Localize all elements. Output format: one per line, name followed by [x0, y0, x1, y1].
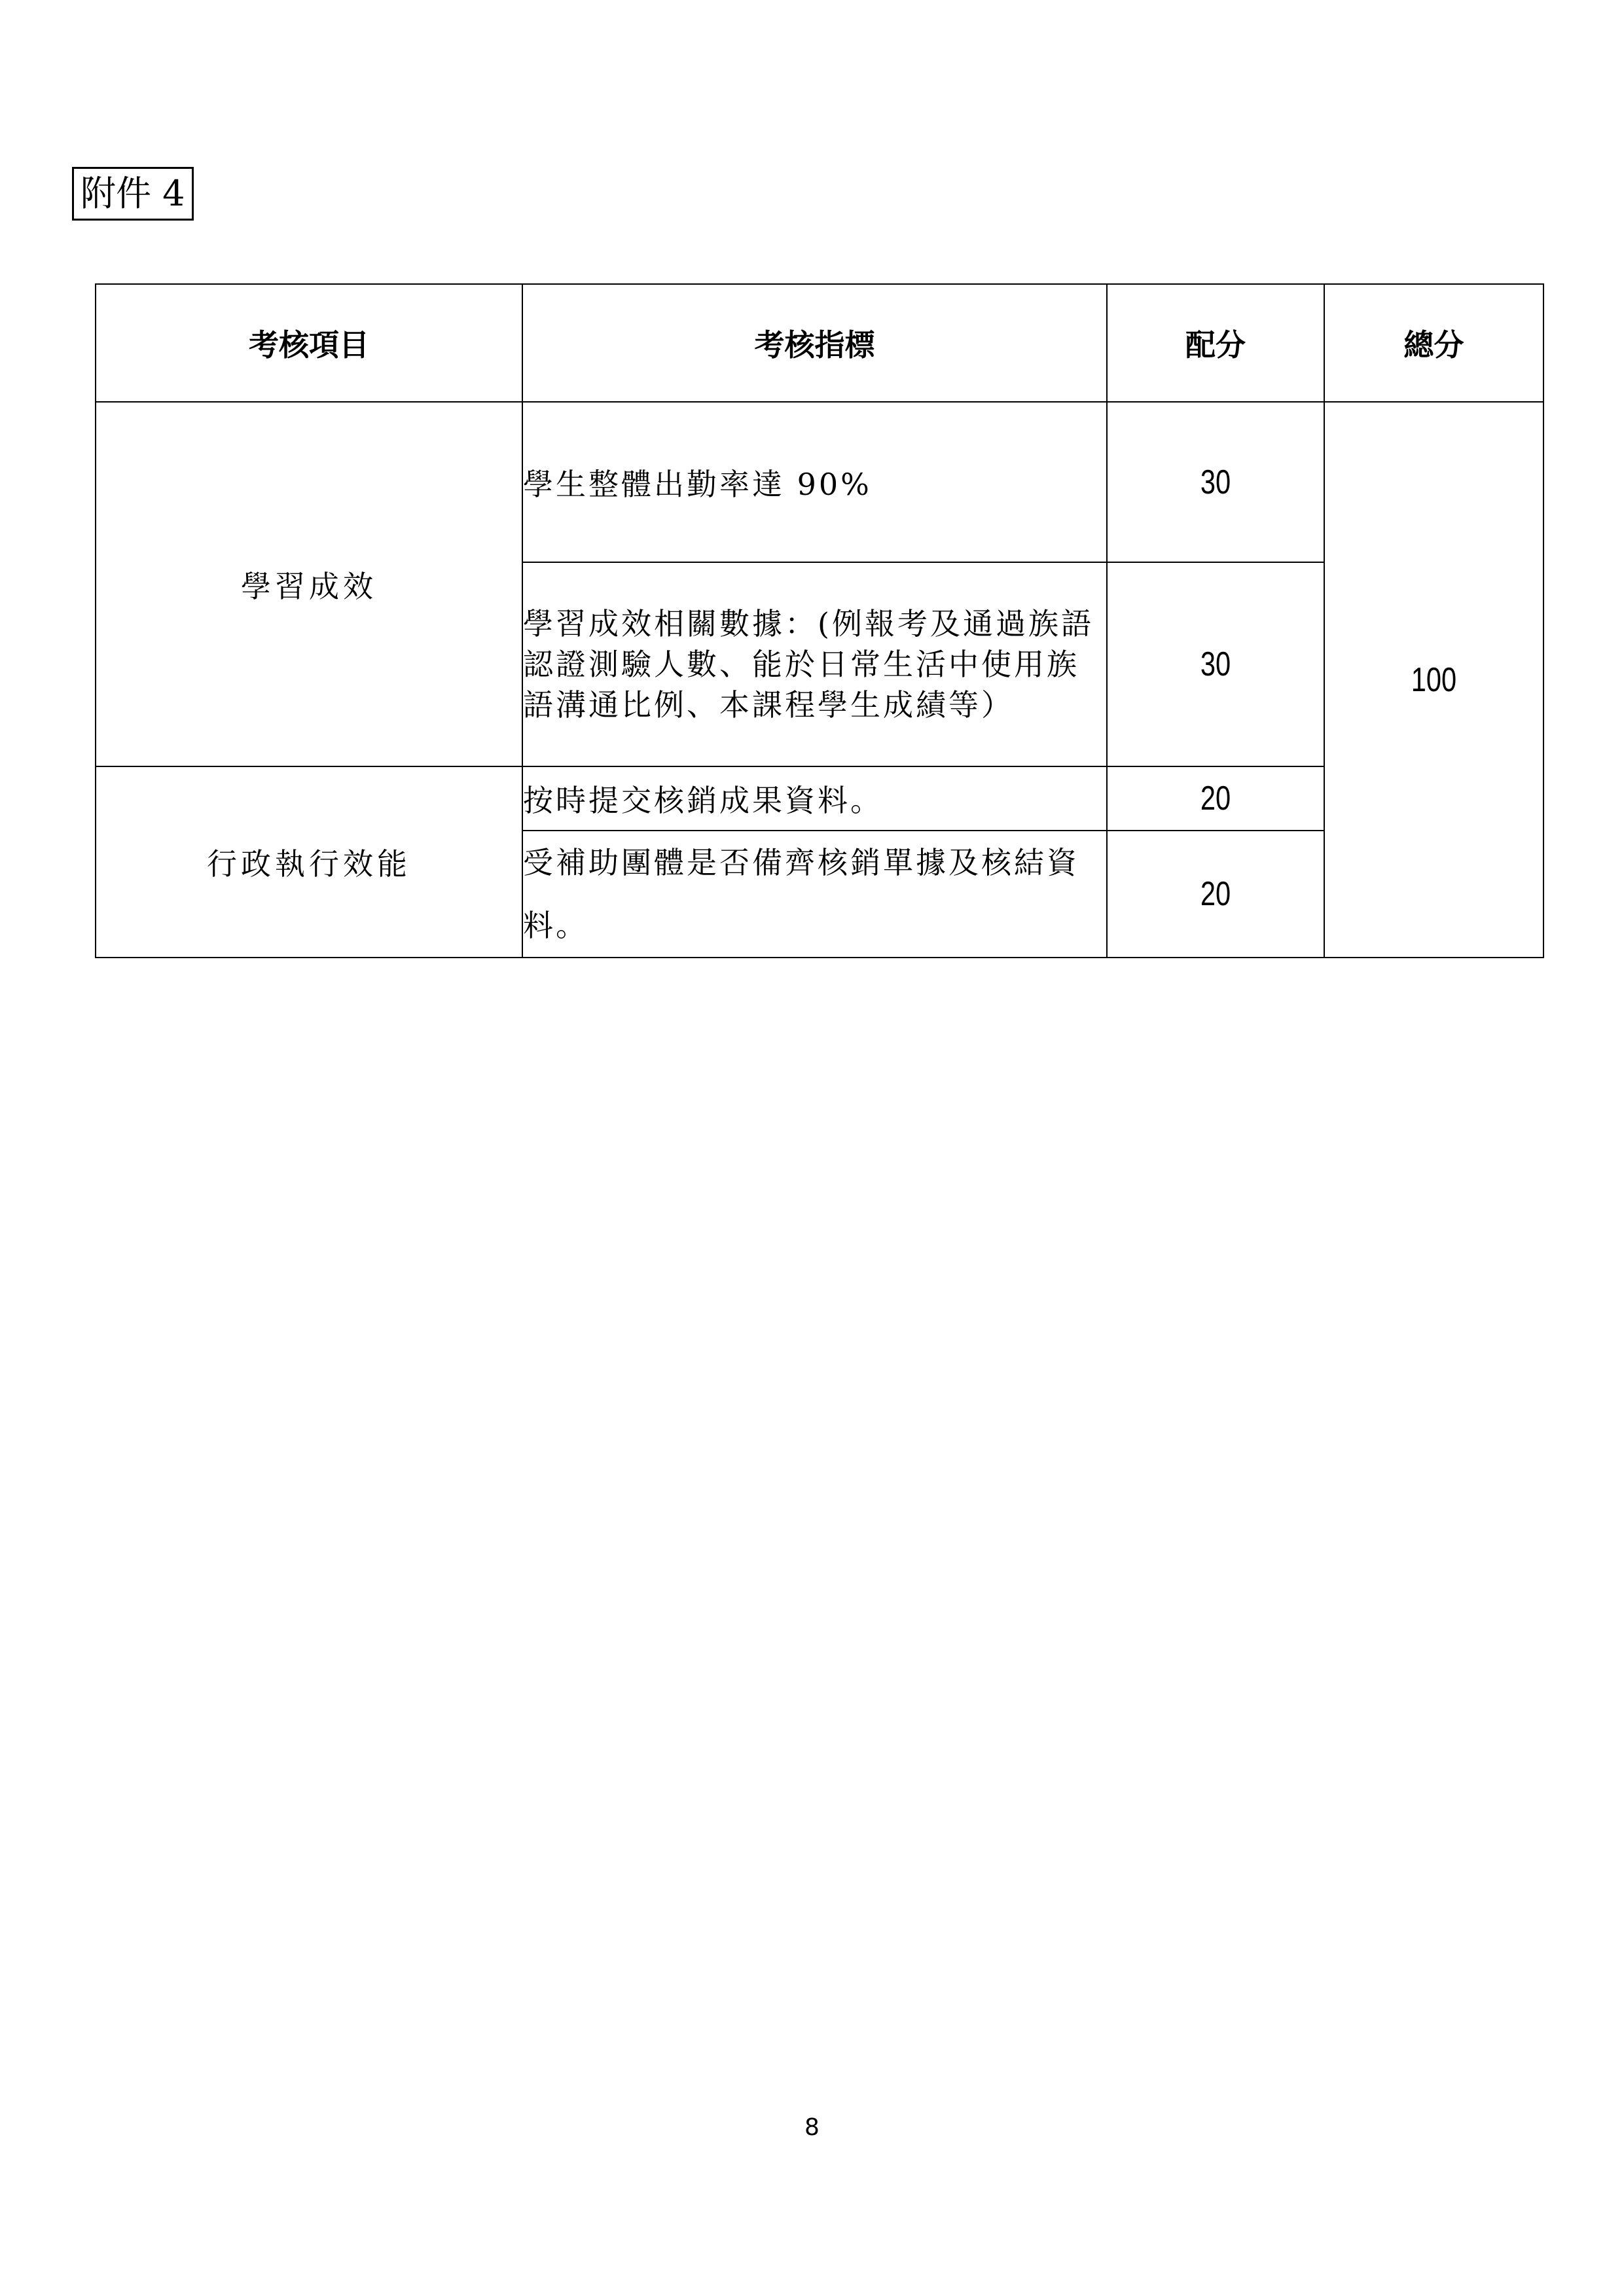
header-assessment-item: 考核項目: [96, 284, 522, 402]
page-number: 8: [804, 2114, 820, 2141]
header-assessment-indicator: 考核指標: [522, 284, 1107, 402]
table-row: [96, 402, 1543, 562]
header-score: 配分: [1107, 284, 1324, 402]
assessment-table: [95, 283, 1544, 958]
indicator-submit-on-time: 按時提交核銷成果資料。: [522, 766, 1107, 831]
indicator-learning-data: 學習成效相關數據：(例報考及通過族語認證測驗人數、能於日常生活中使用族語溝通比例、本課程學生成績等）: [522, 562, 1107, 766]
indicator-receipts-complete: 受補助團體是否備齊核銷單據及核結資料。: [522, 831, 1107, 958]
table-header-row: [96, 284, 1543, 402]
score-receipts-complete: 20: [1128, 831, 1303, 958]
table-row: [96, 766, 1543, 831]
total-score: 100: [1346, 402, 1522, 958]
category-administrative-efficiency: 行政執行效能: [96, 766, 522, 958]
header-total-score: 總分: [1324, 284, 1543, 402]
indicator-attendance: 學生整體出勤率達 90%: [522, 402, 1107, 562]
score-submit-on-time: 20: [1128, 766, 1303, 831]
score-attendance: 30: [1128, 402, 1303, 562]
score-learning-data: 30: [1128, 562, 1303, 766]
attachment-label: 附件 4: [72, 167, 194, 221]
category-learning-outcomes: 學習成效: [96, 402, 522, 766]
